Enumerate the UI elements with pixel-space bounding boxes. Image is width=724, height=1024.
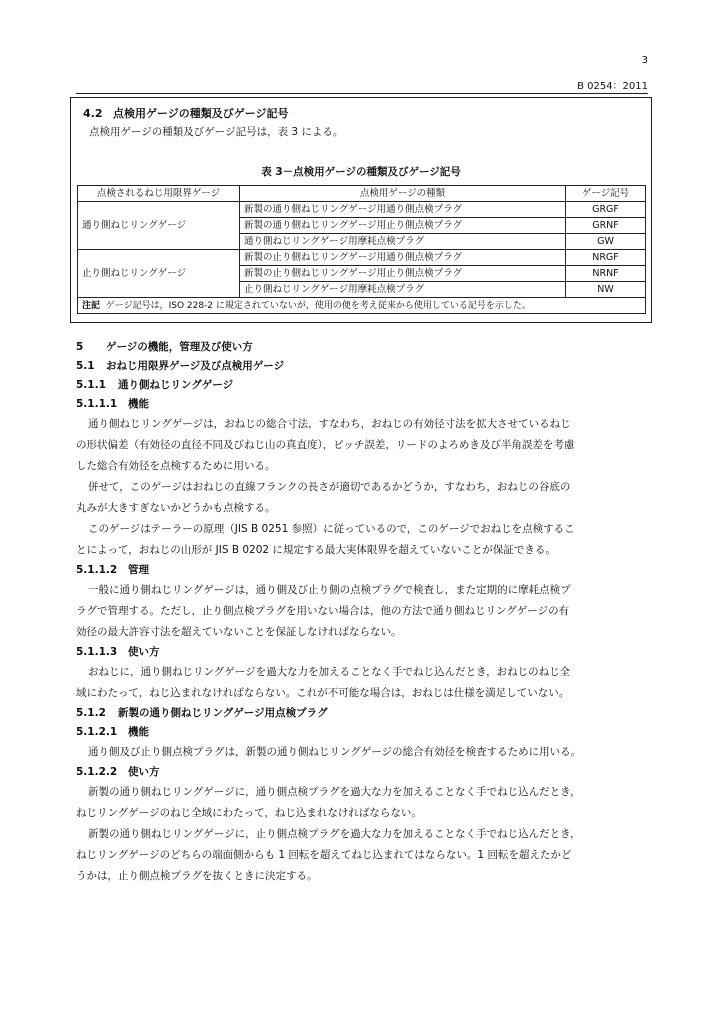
gauge-symbol-cell: GRGF	[566, 202, 646, 218]
table-note	[78, 298, 646, 314]
table-row	[78, 250, 646, 266]
table-note-text: ゲージ記号は，ISO 228-2 に規定されていないが，使用の便を考え従来から使用している記号を示した。	[105, 300, 531, 311]
gauge-type-cell: 新製の通り側ねじリングゲージ用通り側点検プラグ	[240, 202, 566, 218]
heading-5-1-1-3: 5.1.1.3 使い方	[76, 646, 160, 658]
table-3	[77, 185, 646, 314]
heading-5-1-2: 5.1.2 新製の通り側ねじリングゲージ用点検プラグ	[76, 707, 328, 719]
gauge-type-cell: 止り側ねじリングゲージ用摩耗点検プラグ	[240, 282, 566, 298]
heading-5-1-1-1: 5.1.1.1 機能	[76, 398, 149, 410]
heading-5-1-2-2: 5.1.2.2 使い方	[76, 766, 160, 778]
heading-5-1: 5.1 おねじ用限界ゲージ及び点検用ゲージ	[76, 360, 285, 372]
clause-4-2-heading: 4.2 点検用ゲージの種類及びゲージ記号	[83, 107, 289, 120]
clause-4-2-intro: 点検用ゲージの種類及びゲージ記号は，表 3 による。	[89, 126, 344, 138]
table-note-label: 注記	[82, 300, 101, 311]
paragraph: 通り側及び止り側点検プラグは，新製の通り側ねじリングゲージの総合有効径を検査するために用いる。	[88, 746, 582, 758]
paragraph: 通り側ねじリングゲージは，おねじの総合寸法，すなわち，おねじの有効径寸法を拡大させているねじ の形状偏差（有効径の直径不同及びねじ山の真直度），ピッチ誤差，リードのよろめき及び半角誤差を考慮 した総合有効径を点検するために用いる。	[76, 418, 575, 472]
paragraph: このゲージはテーラーの原理（JIS B 0251 参照）に従っているので，このゲージでおねじを点検するこ とによって，おねじの山形が JIS B 0202 に規定する最大実体限界を超えていないことが保証できる。	[76, 523, 575, 556]
table-note-row	[78, 298, 646, 314]
table-header-cell: 点検用ゲージの種類	[240, 186, 566, 202]
gauge-type-cell: 新製の止り側ねじリングゲージ用通り側点検プラグ	[240, 250, 566, 266]
gauge-symbol-cell: NRNF	[566, 266, 646, 282]
heading-5-1-1-2: 5.1.1.2 管理	[76, 564, 149, 576]
page-number: 3	[641, 55, 648, 66]
paragraph: 新製の通り側ねじリングゲージに，通り側点検プラグを過大な力を加えることなく手でねじ込んだとき， ねじリングゲージのねじ全域にわたって，ねじ込まれなければならない。	[76, 786, 581, 819]
table-row	[78, 202, 646, 218]
gauge-symbol-cell: GRNF	[566, 218, 646, 234]
header-rule	[76, 93, 648, 94]
paragraph: 一般に通り側ねじリングゲージは，通り側及び止り側の点検プラグで検査し，また定期的に摩耗点検プ ラグで管理する。ただし，止り側点検プラグを用いない場合は，他の方法で通り側ねじリングゲージの有 効径の最大許容寸法を超えていないことを保証しなければならない。	[76, 584, 571, 638]
heading-5: 5 ゲージの機能，管理及び使い方	[76, 341, 253, 353]
paragraph: おねじに，通り側ねじリングゲージを過大な力を加えることなく手でねじ込んだとき，おねじのねじ全 域にわたって，ねじ込まれなければならない。これが不可能な場合は，おねじは仕様を満足していない。	[76, 666, 571, 699]
table-header-cell: 点検されるねじ用限界ゲージ	[78, 186, 240, 202]
paragraph: 併せて，このゲージはおねじの直線フランクの長さが適切であるかどうか，すなわち，おねじの谷底の 丸みが大きすぎないかどうかも点検する。	[76, 481, 571, 514]
gauge-symbol-cell: GW	[566, 234, 646, 250]
gauge-name-cell: 止り側ねじリングゲージ	[78, 250, 240, 298]
body-text	[76, 338, 652, 887]
table-header-row	[78, 186, 646, 202]
gauge-symbol-cell: NW	[566, 282, 646, 298]
table-3-caption: 表 3－点検用ゲージの種類及びゲージ記号	[261, 166, 461, 178]
gauge-symbol-cell: NRGF	[566, 250, 646, 266]
standard-id: B 0254：2011	[577, 81, 648, 92]
paragraph: 新製の通り側ねじリングゲージに，止り側点検プラグを過大な力を加えることなく手でねじ込んだとき， ねじリングゲージのどちらの端面側からも 1 回転を超えてねじ込まれてはならない。1 回転を超えたかど うかは，止り側点検プラグを抜くときに決定する。	[76, 828, 581, 882]
gauge-type-cell: 新製の止り側ねじリングゲージ用止り側点検プラグ	[240, 266, 566, 282]
gauge-name-cell: 通り側ねじリングゲージ	[78, 202, 240, 250]
heading-5-1-2-1: 5.1.2.1 機能	[76, 726, 149, 738]
gauge-type-cell: 新製の通り側ねじリングゲージ用止り側点検プラグ	[240, 218, 566, 234]
heading-5-1-1: 5.1.1 通り側ねじリングゲージ	[76, 379, 234, 391]
table-header-cell: ゲージ記号	[566, 186, 646, 202]
clause-4-2-box	[70, 97, 652, 323]
gauge-type-cell: 通り側ねじリングゲージ用摩耗点検プラグ	[240, 234, 566, 250]
